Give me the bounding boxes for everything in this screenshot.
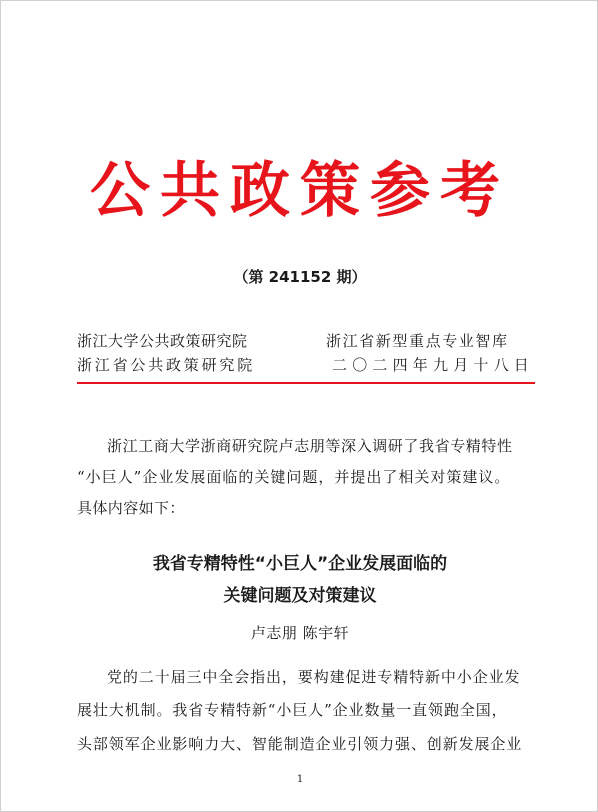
intro-line-3: 具体内容如下： [77,499,185,517]
body-line-1: 党的二十届三中全会指出，要构建促进专精特新中小企业发 [107,668,521,686]
intro-line-1: 浙江工商大学浙商研究院卢志朋等深入调研了我省专精特性 [107,437,513,455]
publication-date: 二〇二四年九月十八日 [332,356,535,374]
intro-line-2: “小巨人”企业发展面临的关键问题，并提出了相关对策建议。 [77,468,511,486]
publisher-left-line-2: 浙江省公共政策研究院 [77,356,256,374]
page-number: 1 [296,774,304,785]
body-line-3: 头部领军企业影响力大、智能制造企业引领力强、创新发展企业 [77,735,523,753]
body-line-2: 展壮大机制。我省专精特新“小巨人”企业数量一直领跑全国， [77,701,508,719]
masthead-title: 公共政策参考 [90,156,510,226]
publisher-right-line-1: 浙江省新型重点专业智库 [326,332,509,350]
article-authors: 卢志朋 陈宇轩 [250,624,350,642]
issue-number: （第 241152 期） [233,268,367,286]
publisher-left-line-1: 浙江大学公共政策研究院 [77,332,248,350]
article-title-line-2: 关键问题及对策建议 [223,586,377,606]
red-divider-line [77,382,535,384]
article-title-line-1: 我省专精特性“小巨人”企业发展面临的 [152,554,448,574]
